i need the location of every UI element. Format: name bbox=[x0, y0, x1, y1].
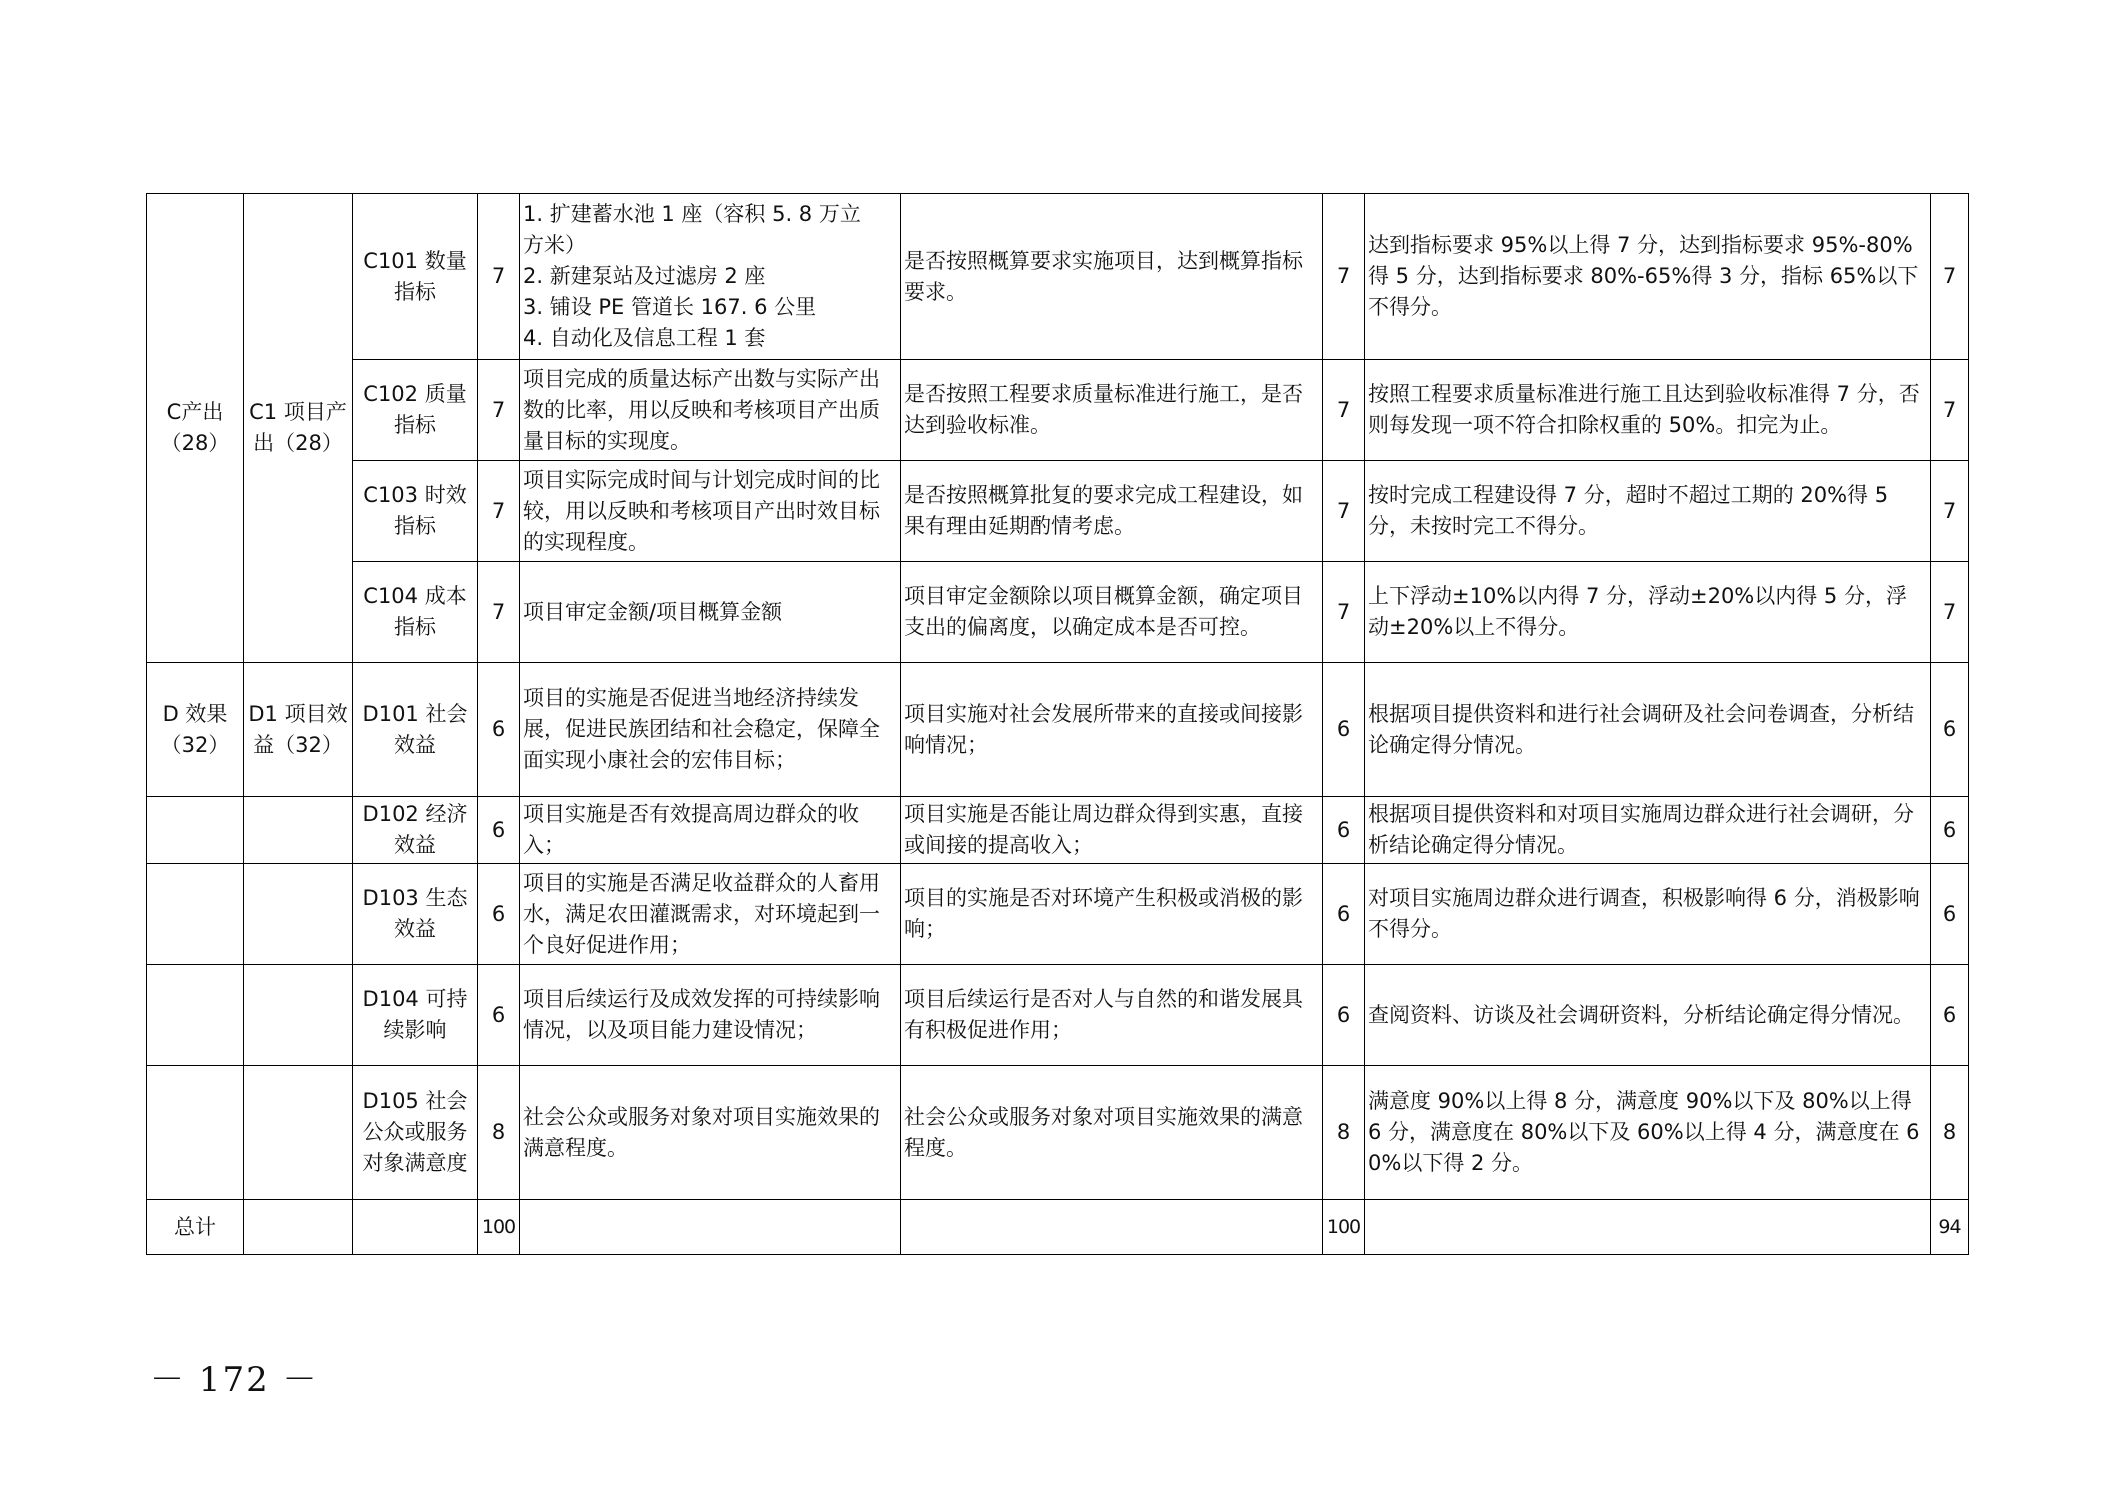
weight-cell: 7 bbox=[478, 461, 520, 562]
empty-cell bbox=[147, 864, 244, 965]
indicator-content: 项目完成的质量达标产出数与实际产出数的比率，用以反映和考核项目产出质量目标的实现度。 bbox=[520, 360, 901, 461]
weight-cell: 7 bbox=[1323, 461, 1365, 562]
evaluation-criterion: 项目审定金额除以项目概算金额，确定项目支出的偏离度，以确定成本是否可控。 bbox=[901, 562, 1323, 663]
level3-indicator: C101 数量指标 bbox=[353, 194, 478, 360]
weight-cell: 6 bbox=[478, 864, 520, 965]
weight-cell: 6 bbox=[478, 797, 520, 864]
evaluation-criterion: 社会公众或服务对象对项目实施效果的满意程度。 bbox=[901, 1066, 1323, 1200]
empty-cell bbox=[244, 1200, 353, 1255]
scoring-method: 查阅资料、访谈及社会调研资料，分析结论确定得分情况。 bbox=[1365, 965, 1931, 1066]
scoring-method: 根据项目提供资料和进行社会调研及社会问卷调查，分析结论确定得分情况。 bbox=[1365, 663, 1931, 797]
table-row bbox=[147, 797, 1969, 864]
indicator-content: 项目的实施是否促进当地经济持续发展，促进民族团结和社会稳定，保障全面实现小康社会的宏伟目标； bbox=[520, 663, 901, 797]
level2-indicator: C1 项目产出（28） bbox=[244, 194, 353, 663]
scoring-method: 根据项目提供资料和对项目实施周边群众进行社会调研，分析结论确定得分情况。 bbox=[1365, 797, 1931, 864]
score-cell: 7 bbox=[1931, 360, 1969, 461]
content-line: 4. 自动化及信息工程 1 套 bbox=[523, 326, 766, 350]
weight-cell: 7 bbox=[1323, 360, 1365, 461]
evaluation-criterion: 是否按照概算要求实施项目，达到概算指标要求。 bbox=[901, 194, 1323, 360]
table-row bbox=[147, 360, 1969, 461]
indicator-content: 社会公众或服务对象对项目实施效果的满意程度。 bbox=[520, 1066, 901, 1200]
level3-indicator: D105 社会公众或服务对象满意度 bbox=[353, 1066, 478, 1200]
table-row bbox=[147, 864, 1969, 965]
level2-indicator: D1 项目效益（32） bbox=[244, 663, 353, 797]
empty-cell bbox=[147, 1066, 244, 1200]
weight-cell: 7 bbox=[1323, 194, 1365, 360]
score-cell: 7 bbox=[1931, 461, 1969, 562]
score-cell: 8 bbox=[1931, 1066, 1969, 1200]
empty-cell bbox=[1365, 1200, 1931, 1255]
empty-cell bbox=[147, 797, 244, 864]
content-line: 2. 新建泵站及过滤房 2 座 bbox=[523, 264, 766, 288]
weight-cell: 7 bbox=[1323, 562, 1365, 663]
total-score: 94 bbox=[1931, 1200, 1969, 1255]
level3-indicator: C103 时效指标 bbox=[353, 461, 478, 562]
weight-cell: 7 bbox=[478, 360, 520, 461]
indicator-content: 项目实施是否有效提高周边群众的收入； bbox=[520, 797, 901, 864]
weight-cell: 6 bbox=[478, 965, 520, 1066]
evaluation-criterion: 项目的实施是否对环境产生积极或消极的影响； bbox=[901, 864, 1323, 965]
score-cell: 6 bbox=[1931, 965, 1969, 1066]
level3-indicator: D104 可持续影响 bbox=[353, 965, 478, 1066]
indicator-content: 项目实际完成时间与计划完成时间的比较，用以反映和考核项目产出时效目标的实现程度。 bbox=[520, 461, 901, 562]
content-line: 方米） bbox=[523, 233, 586, 257]
table-row bbox=[147, 1066, 1969, 1200]
evaluation-table bbox=[146, 193, 1969, 1255]
empty-cell bbox=[244, 1066, 353, 1200]
content-line: 1. 扩建蓄水池 1 座（容积 5. 8 万立 bbox=[523, 202, 861, 226]
scoring-method: 上下浮动±10%以内得 7 分，浮动±20%以内得 5 分，浮动±20%以上不得分。 bbox=[1365, 562, 1931, 663]
total-row bbox=[147, 1200, 1969, 1255]
weight-cell: 8 bbox=[1323, 1066, 1365, 1200]
level3-indicator: C102 质量指标 bbox=[353, 360, 478, 461]
empty-cell bbox=[147, 965, 244, 1066]
level3-indicator: C104 成本指标 bbox=[353, 562, 478, 663]
scoring-method: 按时完成工程建设得 7 分，超时不超过工期的 20%得 5 分，未按时完工不得分。 bbox=[1365, 461, 1931, 562]
weight-cell: 7 bbox=[478, 562, 520, 663]
evaluation-criterion: 项目实施是否能让周边群众得到实惠，直接或间接的提高收入； bbox=[901, 797, 1323, 864]
indicator-content bbox=[520, 194, 901, 360]
table-row bbox=[147, 965, 1969, 1066]
content-line: 3. 铺设 PE 管道长 167. 6 公里 bbox=[523, 295, 817, 319]
scoring-method: 达到指标要求 95%以上得 7 分，达到指标要求 95%-80%得 5 分，达到指标要求 80%-65%得 3 分，指标 65%以下不得分。 bbox=[1365, 194, 1931, 360]
empty-cell bbox=[353, 1200, 478, 1255]
empty-cell bbox=[520, 1200, 901, 1255]
empty-cell bbox=[244, 864, 353, 965]
page-number: － 172 － bbox=[150, 1360, 319, 1400]
table-row bbox=[147, 663, 1969, 797]
total-weight: 100 bbox=[1323, 1200, 1365, 1255]
total-label: 总计 bbox=[147, 1200, 244, 1255]
empty-cell bbox=[244, 797, 353, 864]
score-cell: 6 bbox=[1931, 797, 1969, 864]
weight-cell: 6 bbox=[1323, 663, 1365, 797]
evaluation-criterion: 项目实施对社会发展所带来的直接或间接影响情况； bbox=[901, 663, 1323, 797]
evaluation-criterion: 是否按照概算批复的要求完成工程建设，如果有理由延期酌情考虑。 bbox=[901, 461, 1323, 562]
score-cell: 6 bbox=[1931, 663, 1969, 797]
score-cell: 6 bbox=[1931, 864, 1969, 965]
indicator-content: 项目后续运行及成效发挥的可持续影响情况，以及项目能力建设情况； bbox=[520, 965, 901, 1066]
indicator-content: 项目的实施是否满足收益群众的人畜用水，满足农田灌溉需求，对环境起到一个良好促进作用； bbox=[520, 864, 901, 965]
evaluation-criterion: 是否按照工程要求质量标准进行施工，是否达到验收标准。 bbox=[901, 360, 1323, 461]
weight-cell: 6 bbox=[1323, 864, 1365, 965]
table-row bbox=[147, 194, 1969, 360]
scoring-method: 按照工程要求质量标准进行施工且达到验收标准得 7 分，否则每发现一项不符合扣除权重的 50%。扣完为止。 bbox=[1365, 360, 1931, 461]
weight-cell: 6 bbox=[1323, 797, 1365, 864]
weight-cell: 7 bbox=[478, 194, 520, 360]
scoring-method: 对项目实施周边群众进行调查，积极影响得 6 分，消极影响不得分。 bbox=[1365, 864, 1931, 965]
total-weight: 100 bbox=[478, 1200, 520, 1255]
score-cell: 7 bbox=[1931, 194, 1969, 360]
empty-cell bbox=[901, 1200, 1323, 1255]
empty-cell bbox=[244, 965, 353, 1066]
level3-indicator: D103 生态效益 bbox=[353, 864, 478, 965]
weight-cell: 8 bbox=[478, 1066, 520, 1200]
table-row bbox=[147, 461, 1969, 562]
level3-indicator: D102 经济效益 bbox=[353, 797, 478, 864]
indicator-content: 项目审定金额/项目概算金额 bbox=[520, 562, 901, 663]
level3-indicator: D101 社会效益 bbox=[353, 663, 478, 797]
scoring-method: 满意度 90%以上得 8 分，满意度 90%以下及 80%以上得 6 分，满意度在 80%以下及 60%以上得 4 分，满意度在 60%以下得 2 分。 bbox=[1365, 1066, 1931, 1200]
level1-indicator: C产出（28） bbox=[147, 194, 244, 663]
weight-cell: 6 bbox=[478, 663, 520, 797]
level1-indicator: D 效果（32） bbox=[147, 663, 244, 797]
score-cell: 7 bbox=[1931, 562, 1969, 663]
evaluation-criterion: 项目后续运行是否对人与自然的和谐发展具有积极促进作用； bbox=[901, 965, 1323, 1066]
table-row bbox=[147, 562, 1969, 663]
weight-cell: 6 bbox=[1323, 965, 1365, 1066]
